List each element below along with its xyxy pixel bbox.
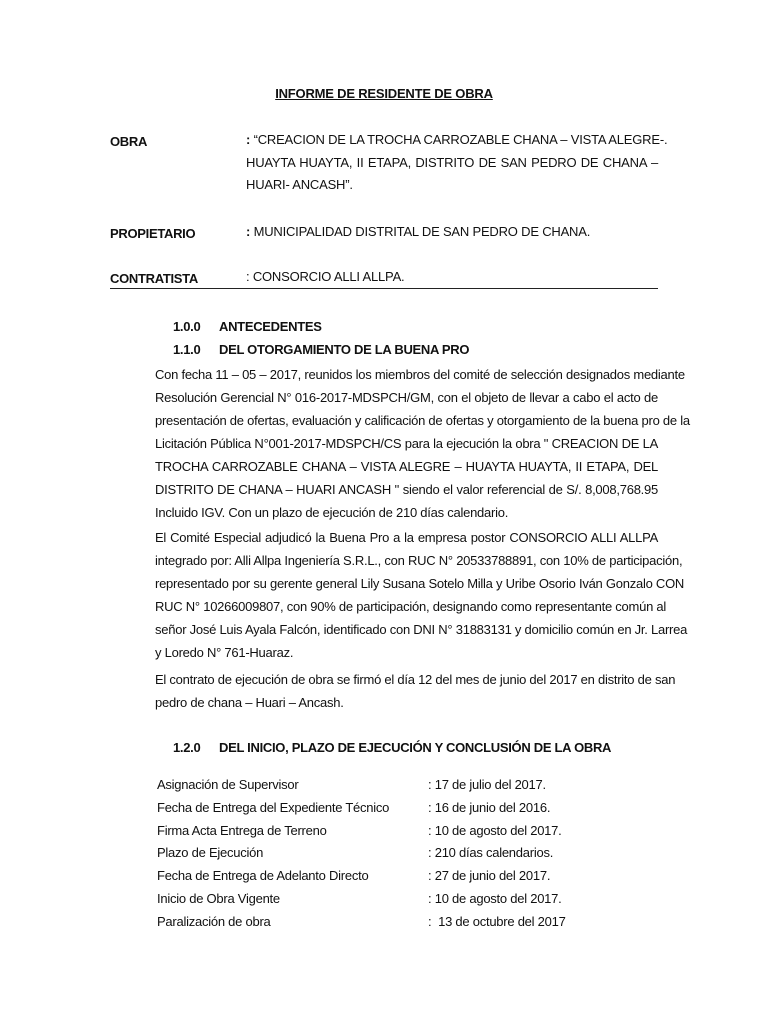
schedule-label: Inicio de Obra Vigente bbox=[157, 890, 280, 906]
paragraph-line: integrado por: Alli Allpa Ingeniería S.R.L., con RUC N° 20533788891, con 10% de participación, bbox=[155, 553, 683, 568]
paragraph-line: TROCHA CARROZABLE CHANA – VISTA ALEGRE – HUAYTA HUAYTA, II ETAPA, DEL bbox=[155, 459, 658, 474]
obra-line-1: : “CREACION DE LA TROCHA CARROZABLE CHANA – VISTA ALEGRE-. bbox=[246, 132, 668, 147]
paragraph-line: Resolución Gerencial N° 016-2017-MDSPCH/GM, con el objeto de llevar a cabo el acto de bbox=[155, 390, 658, 405]
paragraph-contrato bbox=[155, 668, 676, 714]
paragraph-line: Licitación Pública N°001-2017-MDSPCH/CS para la ejecución la obra " CREACION DE LA bbox=[155, 436, 658, 451]
schedule-value: : 27 de junio del 2017. bbox=[428, 868, 551, 884]
schedule-row bbox=[157, 800, 637, 823]
obra-label: OBRA bbox=[110, 134, 148, 149]
paragraph-line: señor José Luis Ayala Falcón, identificado con DNI N° 31883131 y domicilio común en Jr. Larrea bbox=[155, 622, 688, 637]
paragraph-line: representado por su gerente general Lily Susana Sotelo Milla y Uribe Osorio Iván Gonzalo CON bbox=[155, 576, 685, 591]
obra-value bbox=[246, 129, 668, 197]
section-1-0-0 bbox=[173, 319, 322, 334]
schedule-value: : 210 días calendarios. bbox=[428, 845, 554, 861]
header-divider bbox=[110, 288, 658, 289]
obra-colon: : bbox=[246, 132, 251, 147]
paragraph-line: DISTRITO DE CHANA – HUARI ANCASH " siendo el valor referencial de S/. 8,008,768.95 bbox=[155, 482, 658, 497]
schedule-label: Asignación de Supervisor bbox=[157, 777, 299, 792]
section-number: 1.2.0 bbox=[173, 740, 201, 755]
schedule-row bbox=[157, 823, 637, 846]
schedule-row bbox=[157, 845, 637, 868]
section-number: 1.1.0 bbox=[173, 342, 201, 357]
schedule-value: : 16 de junio del 2016. bbox=[428, 799, 551, 815]
obra-line-3: HUARI- ANCASH”. bbox=[246, 177, 353, 192]
propietario-label: PROPIETARIO bbox=[110, 226, 196, 241]
schedule-label: Plazo de Ejecución bbox=[157, 845, 264, 861]
section-title: DEL OTORGAMIENTO DE LA BUENA PRO bbox=[219, 342, 470, 357]
paragraph-line: Incluido IGV. Con un plazo de ejecución de 210 días calendario. bbox=[155, 505, 509, 520]
section-title: DEL INICIO, PLAZO DE EJECUCIÓN Y CONCLUSIÓN DE LA OBRA bbox=[219, 740, 612, 755]
schedule-label: Paralización de obra bbox=[157, 913, 271, 929]
paragraph-line: pedro de chana – Huari – Ancash. bbox=[155, 695, 344, 710]
obra-line-2: HUAYTA HUAYTA, II ETAPA, DISTRITO DE SAN PEDRO DE CHANA – bbox=[246, 154, 658, 170]
paragraph-buena-pro bbox=[155, 363, 690, 524]
report-title: INFORME DE RESIDENTE DE OBRA bbox=[275, 86, 493, 101]
schedule-value: : 13 de octubre del 2017 bbox=[428, 913, 566, 929]
section-1-1-0 bbox=[173, 342, 469, 357]
section-1-2-0 bbox=[173, 740, 611, 755]
paragraph-line: y Loredo N° 761-Huaraz. bbox=[155, 645, 294, 660]
schedule-label: Fecha de Entrega del Expediente Técnico bbox=[157, 799, 390, 815]
propietario-value: : MUNICIPALIDAD DISTRITAL DE SAN PEDRO DE CHANA. bbox=[246, 224, 591, 239]
schedule-row bbox=[157, 891, 637, 914]
schedule-list bbox=[157, 777, 637, 937]
section-title: ANTECEDENTES bbox=[219, 319, 322, 334]
section-number: 1.0.0 bbox=[173, 319, 201, 334]
contratista-label: CONTRATISTA bbox=[110, 271, 198, 286]
schedule-label: Firma Acta Entrega de Terreno bbox=[157, 822, 327, 838]
paragraph-adjudicacion bbox=[155, 526, 688, 664]
schedule-row bbox=[157, 914, 637, 937]
paragraph-line: presentación de ofertas, evaluación y calificación de ofertas y otorgamiento de la buena pro de la bbox=[155, 413, 690, 428]
schedule-row bbox=[157, 777, 637, 800]
propietario-colon: : bbox=[246, 224, 251, 239]
schedule-value: : 10 de agosto del 2017. bbox=[428, 822, 562, 838]
paragraph-line: El Comité Especial adjudicó la Buena Pro a la empresa postor CONSORCIO ALLI ALLPA bbox=[155, 530, 658, 545]
paragraph-line: RUC N° 10266009807, con 90% de participación, designando como representante común al bbox=[155, 599, 667, 614]
schedule-row bbox=[157, 868, 637, 891]
schedule-value: : 17 de julio del 2017. bbox=[428, 777, 546, 792]
paragraph-line: El contrato de ejecución de obra se firmó el día 12 del mes de junio del 2017 en distrito de san bbox=[155, 672, 676, 687]
contratista-value: : CONSORCIO ALLI ALLPA. bbox=[246, 269, 405, 284]
schedule-value: : 10 de agosto del 2017. bbox=[428, 890, 562, 906]
paragraph-line: Con fecha 11 – 05 – 2017, reunidos los miembros del comité de selección designados mediante bbox=[155, 367, 685, 382]
schedule-label: Fecha de Entrega de Adelanto Directo bbox=[157, 868, 369, 884]
